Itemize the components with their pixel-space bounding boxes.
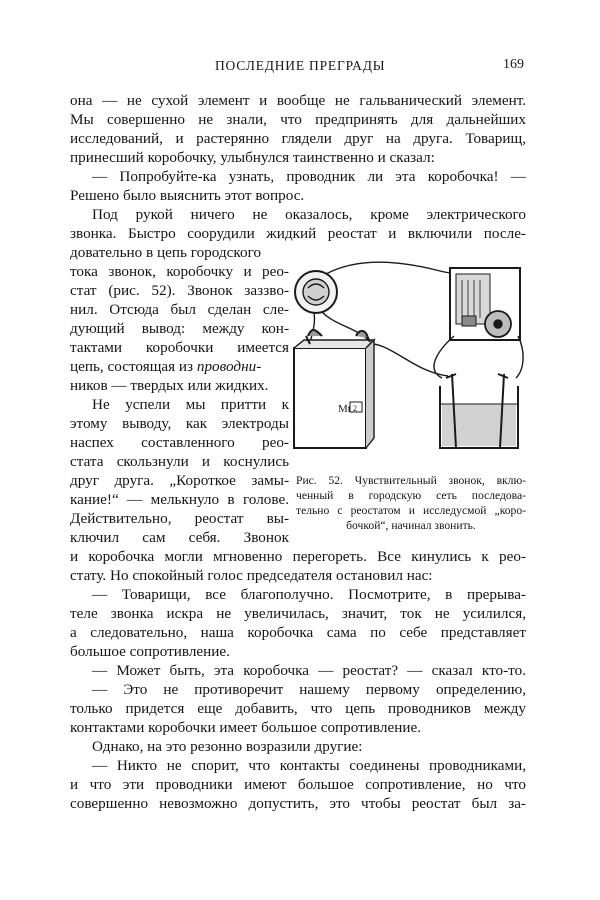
text-line: нил. Отсюда был сделан сле- xyxy=(70,301,289,318)
text-line: этому выводу, как электроды xyxy=(70,415,289,432)
text-line: Мы совершенно не знали, что предпринять для дальнейших xyxy=(70,111,526,128)
text-line: — Может быть, эта коробочка — реостат? — сказал кто-то. xyxy=(92,662,526,679)
running-header: ПОСЛЕДНИЕ ПРЕГРАДЫ xyxy=(215,58,386,73)
text-line: теле звонка искра не увеличилась, значит, ток не усилился, xyxy=(70,605,526,622)
text-line: принесший коробочку, улыбнулся таинственно и сказал: xyxy=(70,149,435,166)
text-line: тактами коробочки имеется xyxy=(70,339,289,356)
text-line: стат (рис. 52). Звонок заззво- xyxy=(70,282,289,299)
text-line: звонка. Быстро соорудили жидкий реостат и включили после- xyxy=(70,225,526,242)
text-line: а следовательно, наша коробочка сама по себе представляет xyxy=(70,624,526,641)
text-line: стату. Но спокойный голос председателя остановил нас: xyxy=(70,567,433,584)
text-line: только придется еще добавить, что цепь проводников между xyxy=(70,700,526,717)
text-line: цепь, состоящая из проводни- xyxy=(70,358,262,375)
text-line: Решено было выяснить этот вопрос. xyxy=(70,187,305,204)
text-line: — Товарищи, все благополучно. Посмотрите, в прерыва- xyxy=(92,586,526,603)
text-line: друг друга. „Короткое замы- xyxy=(70,472,289,489)
text-line: и коробочка могли мгновенно перегореть. Все кинулись к рео- xyxy=(70,548,526,565)
italic-word: проводни- xyxy=(196,358,262,375)
box-label: Mt xyxy=(338,403,351,415)
text-line: ключил сам себя. Звонок xyxy=(70,529,289,546)
text-line: Не успели мы притти к xyxy=(92,396,289,413)
text-line: большое сопротивление. xyxy=(70,643,230,660)
text-line: исследований, и растерянно глядели друг на друга. Товарищ, xyxy=(70,130,526,147)
figure-caption-line: ченный в городскую сеть последова- xyxy=(296,489,526,502)
text-line: тока звонок, коробочку и рео- xyxy=(70,263,289,280)
text-line: наспех составленного рео- xyxy=(70,434,289,451)
figure-caption-line: Рис. 52. Чувствительный звонок, вклю- xyxy=(296,474,526,487)
box-number: 2 xyxy=(353,404,357,413)
text-line: совершенно невозможно допустить, это чтобы реостат был за- xyxy=(70,795,526,812)
text-line: ников — твердых или жидких. xyxy=(70,377,269,394)
text-line: дующий вывод: между кон- xyxy=(70,320,289,337)
text-line: — Никто не спорит, что контакты соединены проводниками, xyxy=(92,757,526,774)
text-line: она — не сухой элемент и вообще не гальванический элемент. xyxy=(70,92,526,109)
figure-caption-line: бочкой“, начинал звонить. xyxy=(346,519,476,532)
text-line: Под рукой ничего не оказалось, кроме электрического xyxy=(92,206,526,223)
figure-52-illustration xyxy=(286,252,530,468)
text-line: Действительно, реостат вы- xyxy=(70,510,289,527)
figure-caption-line: тельно с реостатом и исследусмой „коро- xyxy=(296,504,526,517)
text-line: — Попробуйте-ка узнать, проводник ли эта коробочка! — xyxy=(92,168,526,185)
text-line: кание!“ — мелькнуло в голове. xyxy=(70,491,289,508)
text-line: Однако, на это резонно возразили другие: xyxy=(92,738,363,755)
text-line: довательно в цепь городского xyxy=(70,244,262,261)
page-number: 169 xyxy=(503,57,524,72)
text-line: контактами коробочки имеет большое сопротивление. xyxy=(70,719,422,736)
box-icon xyxy=(294,348,366,448)
text-line: стата скользнули и коснулись xyxy=(70,453,289,470)
text-line: и что эти проводники имеют большое сопротивление, но что xyxy=(70,776,526,793)
text-line: — Это не противоречит нашему первому определению, xyxy=(92,681,526,698)
